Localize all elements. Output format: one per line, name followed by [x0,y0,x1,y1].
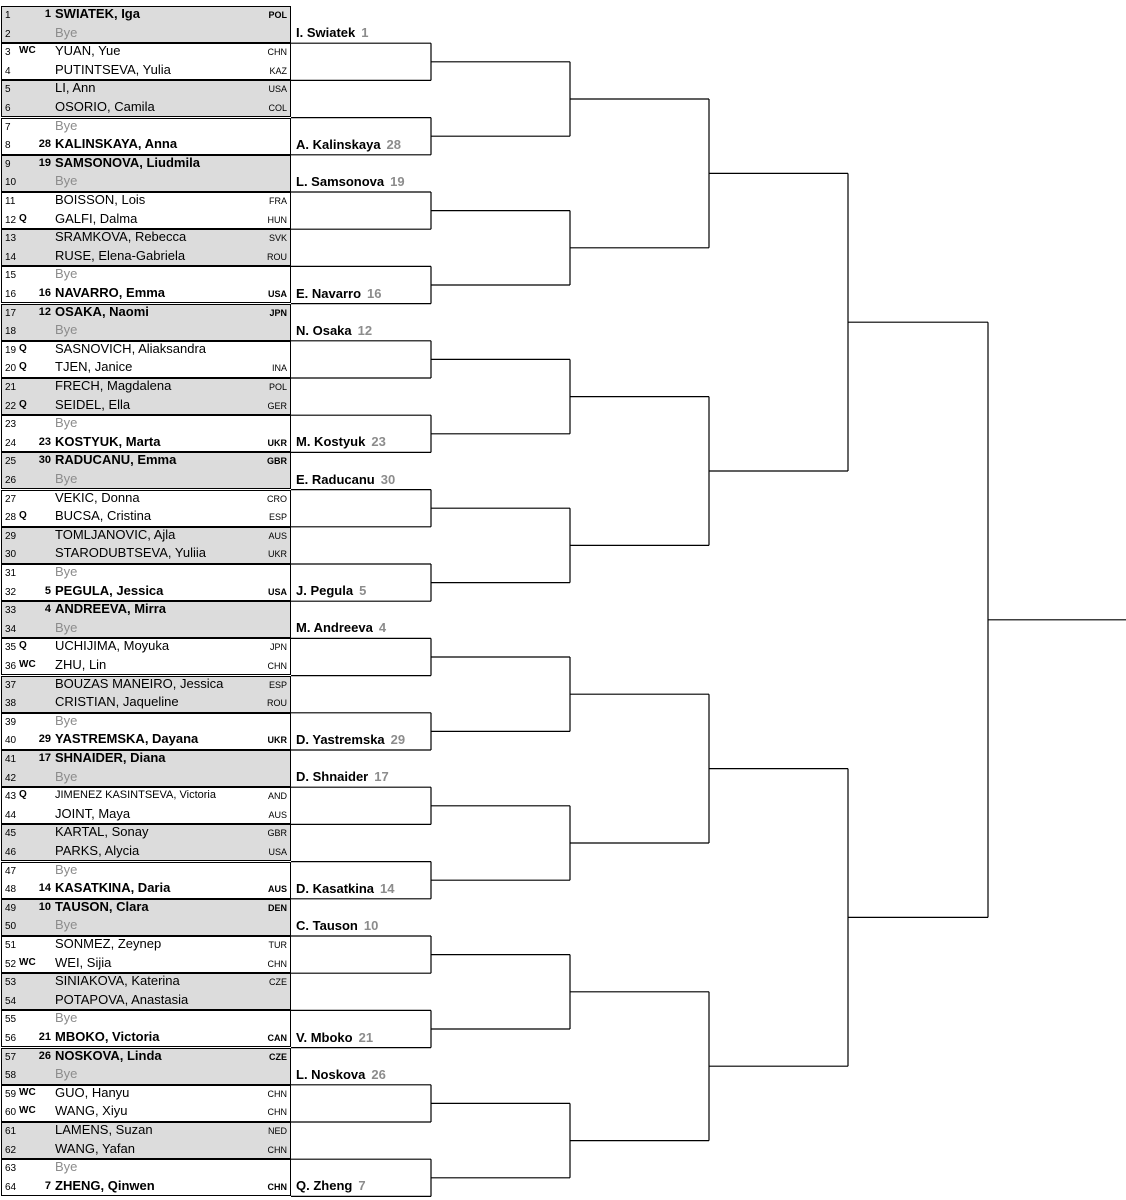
draw-position: 24 [5,437,17,449]
draw-position: 53 [5,977,17,989]
player-name[interactable]: TOMLJANOVIC, Ajla [55,526,176,542]
player-name[interactable]: STARODUBTSEVA, Yuliia [55,545,206,561]
draw-position: 14 [5,251,17,263]
round2-player[interactable] [296,137,401,152]
round2-name: C. Tauson [296,918,358,933]
round2-name: M. Andreeva [296,620,373,636]
player-name[interactable]: TJEN, Janice [55,359,133,375]
player-name[interactable]: BOUZAS MANEIRO, Jessica [55,675,224,691]
player-name[interactable]: WEI, Sijia [55,954,112,970]
round2-name: D. Shnaider [296,769,369,785]
draw-position: 48 [5,884,17,896]
seed-number: 4 [44,603,51,616]
bye-label[interactable]: Bye [55,24,78,40]
country-code: USA [267,586,287,597]
player-name[interactable]: SASNOVICH, Aliaksandra [55,340,207,356]
draw-position: 54 [5,995,17,1007]
draw-position: 29 [5,530,17,542]
round2-player[interactable] [296,769,389,784]
draw-position: 17 [5,307,17,319]
draw-position: 18 [5,326,17,338]
draw-position: 34 [5,623,17,635]
country-code: ROU [267,251,287,262]
bye-label[interactable]: Bye [55,173,78,189]
entry-status: Q [19,640,27,652]
round2-name: V. Mboko [296,1029,353,1045]
player-name[interactable]: SONMEZ, Zeynep [55,936,162,951]
country-code: ROU [267,698,287,709]
draw-position: 61 [5,1126,17,1137]
player-name[interactable]: BOISSON, Lois [55,192,146,207]
draw-position: 4 [5,65,11,77]
round2-player[interactable] [296,620,386,635]
round2-name: E. Navarro [296,285,362,301]
round2-name: N. Osaka [296,322,352,338]
country-code: USA [268,84,287,95]
country-code: NED [267,1126,287,1136]
draw-position: 51 [5,940,17,951]
bye-label[interactable]: Bye [55,266,78,282]
round2-name: D. Yastremska [296,732,385,747]
round2-name: L. Noskova [296,1066,366,1082]
draw-position: 7 [5,121,11,133]
round2-player[interactable] [296,732,405,747]
draw-position: 50 [5,921,17,933]
draw-position: 31 [5,568,17,579]
draw-position: 43 [5,791,17,803]
country-code: CZE [269,1051,287,1062]
player-name[interactable]: OSORIO, Camila [55,99,155,114]
seed-number: 5 [44,584,51,597]
player-name[interactable]: ZHU, Lin [55,657,107,672]
draw-position: 23 [5,419,17,431]
round2-seed: 10 [363,918,379,933]
draw-position: 2 [5,28,11,40]
round2-name: E. Raducanu [296,471,375,487]
round2-name: D. Kasatkina [296,880,375,896]
player-name[interactable]: JOINT, Maya [55,805,131,821]
bye-label[interactable]: Bye [55,619,78,635]
bye-label[interactable]: Bye [55,117,78,133]
draw-position: 62 [5,1144,17,1156]
round2-player[interactable] [296,583,366,598]
draw-position: 25 [5,456,17,468]
round2-player[interactable] [296,1067,386,1082]
player-name[interactable]: SINIAKOVA, Katerina [55,973,180,989]
round2-seed: 26 [371,1066,386,1082]
country-code: JPN [269,642,287,653]
country-code: GBR [267,456,287,467]
draw-position: 20 [5,363,17,375]
draw-position: 32 [5,586,17,598]
player-name[interactable]: NOSKOVA, Linda [55,1047,162,1063]
draw-position: 38 [5,698,17,710]
country-code: USA [268,847,287,857]
player-name[interactable]: VEKIC, Donna [55,489,140,505]
draw-position: 42 [5,772,17,784]
seed-number: 21 [38,1031,51,1043]
country-code: AUS [268,809,287,820]
seed-number: 17 [38,752,51,764]
draw-position: 40 [5,735,17,747]
country-code: USA [267,289,287,299]
seed-number: 7 [44,1179,51,1192]
round2-player[interactable] [296,286,382,301]
player-name[interactable]: KASATKINA, Daria [55,880,171,896]
seed-number: 10 [38,900,51,913]
country-code: CHN [267,958,287,969]
entry-status: Q [19,510,27,522]
player-name[interactable]: UCHIJIMA, Moyuka [55,638,170,654]
draw-position: 11 [5,196,16,207]
round2-seed: 5 [359,583,367,599]
round2-name: M. Kostyuk [296,434,366,450]
player-name[interactable]: KARTAL, Sonay [55,824,149,840]
country-code: AUS [268,530,287,541]
seed-number: 29 [38,733,51,746]
entry-status: Q [19,398,27,410]
player-name[interactable]: BUCSA, Cristina [55,508,152,524]
round2-player[interactable] [296,323,372,338]
country-code: CZE [269,977,287,988]
entry-status: WC [19,1086,36,1098]
country-code: INA [271,363,287,374]
draw-position: 45 [5,828,17,840]
round2-seed: 28 [386,136,402,152]
player-name[interactable]: MBOKO, Victoria [55,1029,160,1044]
draw-position: 44 [5,809,17,821]
round2-seed: 1 [361,25,369,41]
player-name[interactable]: FRECH, Magdalena [55,378,172,393]
player-name[interactable]: KALINSKAYA, Anna [55,136,178,152]
country-code: CHN [267,1107,287,1118]
draw-position: 36 [5,661,17,672]
country-code: TUR [268,940,287,950]
draw-position: 6 [5,103,11,114]
country-code: SVK [268,233,287,244]
draw-position: 56 [5,1033,17,1044]
draw-position: 46 [5,847,17,858]
draw-position: 12 [5,214,17,226]
country-code: KAZ [269,65,287,76]
player-name[interactable]: YASTREMSKA, Dayana [55,731,199,747]
draw-position: 28 [5,512,17,524]
player-name[interactable]: SHNAIDER, Diana [55,750,166,765]
draw-position: 9 [5,158,11,170]
player-name[interactable]: POTAPOVA, Anastasia [55,991,189,1007]
country-code: CHN [267,1181,287,1192]
round2-name: L. Samsonova [296,174,385,189]
player-name[interactable]: RUSE, Elena-Gabriela [55,247,186,263]
country-code: POL [268,382,287,392]
country-code: COL [268,103,287,113]
player-name[interactable]: SAMSONOVA, Liudmila [55,154,200,170]
entry-status: WC [19,45,36,57]
draw-position: 26 [5,475,17,486]
country-code: ESP [268,512,287,523]
draw-position: 64 [5,1181,17,1193]
bye-label[interactable]: Bye [55,1159,78,1175]
draw-position: 1 [5,10,11,21]
player-name[interactable]: GALFI, Dalma [55,210,138,226]
round2-name: Q. Zheng [296,1178,353,1194]
draw-position: 55 [5,1014,17,1026]
player-name[interactable]: PEGULA, Jessica [55,582,164,598]
country-code: CHN [267,1144,287,1155]
bye-label[interactable]: Bye [55,917,78,933]
draw-position: 49 [5,902,17,914]
draw-position: 33 [5,605,17,617]
draw-position: 22 [5,400,17,412]
round2-seed: 7 [358,1178,366,1194]
seed-number: 28 [38,138,51,151]
round2-seed: 12 [357,322,373,338]
bye-label[interactable]: Bye [55,861,78,877]
draw-position: 15 [5,270,17,282]
country-code: DEN [267,902,287,913]
entry-status: Q [19,212,27,224]
player-name[interactable]: ZHENG, Qinwen [55,1177,155,1193]
player-name[interactable]: SEIDEL, Ella [55,396,131,412]
round2-player[interactable] [296,881,395,896]
seed-number: 1 [44,8,51,20]
entry-status: WC [19,1105,36,1117]
round2-seed: 4 [378,620,387,636]
bye-label[interactable]: Bye [55,712,78,728]
player-name[interactable]: LAMENS, Suzan [55,1122,153,1137]
round2-player[interactable] [296,472,395,487]
draw-position: 10 [5,177,17,189]
entry-status: WC [19,659,36,670]
draw-position: 5 [5,84,11,96]
round2-name: A. Kalinskaya [296,136,381,152]
player-name[interactable]: LI, Ann [55,80,96,96]
seed-number: 14 [38,882,51,895]
player-name[interactable]: PARKS, Alycia [55,843,140,858]
round2-seed: 16 [367,285,382,301]
country-code: POL [268,10,287,20]
draw-position: 16 [5,289,17,300]
country-code: FRA [269,196,287,206]
country-code: GER [267,400,287,411]
country-code: UKR [267,437,287,448]
round2-seed: 19 [390,174,405,189]
player-name[interactable]: SWIATEK, Iga [55,6,140,21]
draw-position: 3 [5,47,11,59]
country-code: CHN [267,47,287,58]
player-name[interactable]: OSAKA, Naomi [55,303,149,319]
player-name[interactable]: PUTINTSEVA, Yulia [55,61,171,77]
player-name[interactable]: CRISTIAN, Jaqueline [55,694,179,710]
draw-position: 30 [5,549,17,561]
country-code: CRO [267,493,287,504]
draw-position: 21 [5,382,17,393]
round2-player[interactable] [296,434,386,449]
seed-number: 19 [38,156,51,169]
round2-seed: 30 [380,471,396,487]
country-code: ESP [268,679,287,690]
bye-label[interactable]: Bye [55,415,78,431]
player-name[interactable]: SRAMKOVA, Rebecca [55,229,187,245]
draw-position: 39 [5,716,17,728]
entry-status: Q [19,361,27,373]
seed-number: 23 [38,435,51,448]
player-name[interactable]: WANG, Xiyu [55,1103,128,1119]
round2-player[interactable] [296,1178,366,1193]
draw-position: 57 [5,1051,17,1063]
seed-number: 26 [38,1049,51,1062]
country-code: AND [267,791,287,802]
round2-name: I. Swiatek [296,25,356,41]
country-code: CHN [267,661,287,671]
player-name[interactable]: KOSTYUK, Marta [55,433,161,449]
player-name[interactable]: ANDREEVA, Mirra [55,601,167,617]
bye-label[interactable]: Bye [55,322,78,338]
draw-position: 60 [5,1107,17,1119]
round2-player[interactable] [296,174,405,189]
round2-seed: 21 [358,1029,374,1045]
seed-number: 30 [38,454,51,467]
round2-seed: 29 [390,732,406,747]
player-name[interactable]: GUO, Hanyu [55,1084,130,1100]
country-code: UKR [267,735,287,746]
bye-label[interactable]: Bye [55,1066,78,1082]
seed-number: 12 [38,305,51,318]
country-code: UKR [267,549,287,560]
player-name[interactable]: JIMENEZ KASINTSEVA, Victoria [55,789,216,802]
bye-label[interactable]: Bye [55,471,78,486]
round2-seed: 17 [374,769,389,785]
draw-position: 27 [5,493,17,505]
draw-position: 41 [5,754,17,765]
country-code: CAN [267,1033,287,1043]
seed-number: 16 [38,287,51,299]
player-name[interactable]: TAUSON, Clara [55,898,149,914]
entry-status: Q [19,789,27,801]
country-code: AUS [267,884,287,895]
draw-position: 37 [5,679,17,691]
bye-label[interactable]: Bye [55,768,78,784]
round2-player[interactable] [296,1030,373,1045]
draw-position: 35 [5,642,17,654]
bye-label[interactable]: Bye [55,1010,78,1026]
round2-seed: 23 [371,434,386,450]
draw-position: 59 [5,1088,17,1100]
draw-position: 52 [5,958,17,970]
round2-player[interactable] [296,25,368,40]
player-name[interactable]: YUAN, Yue [55,43,121,59]
entry-status: Q [19,342,27,354]
draw-position: 47 [5,865,17,877]
draw-position: 8 [5,140,11,152]
player-name[interactable]: NAVARRO, Emma [55,285,166,300]
player-name[interactable]: RADUCANU, Emma [55,452,177,468]
country-code: HUN [267,214,287,225]
round2-player[interactable] [296,918,378,933]
draw-position: 58 [5,1070,17,1082]
round2-seed: 14 [380,880,395,896]
draw-position: 13 [5,233,17,245]
round2-name: J. Pegula [296,583,354,599]
draw-position: 19 [5,344,17,356]
country-code: GBR [267,828,287,839]
player-name[interactable]: WANG, Yafan [55,1140,135,1156]
entry-status: WC [19,956,36,968]
bye-label[interactable]: Bye [55,564,78,579]
country-code: CHN [267,1088,287,1099]
draw-position: 63 [5,1163,17,1175]
country-code: JPN [269,307,287,318]
